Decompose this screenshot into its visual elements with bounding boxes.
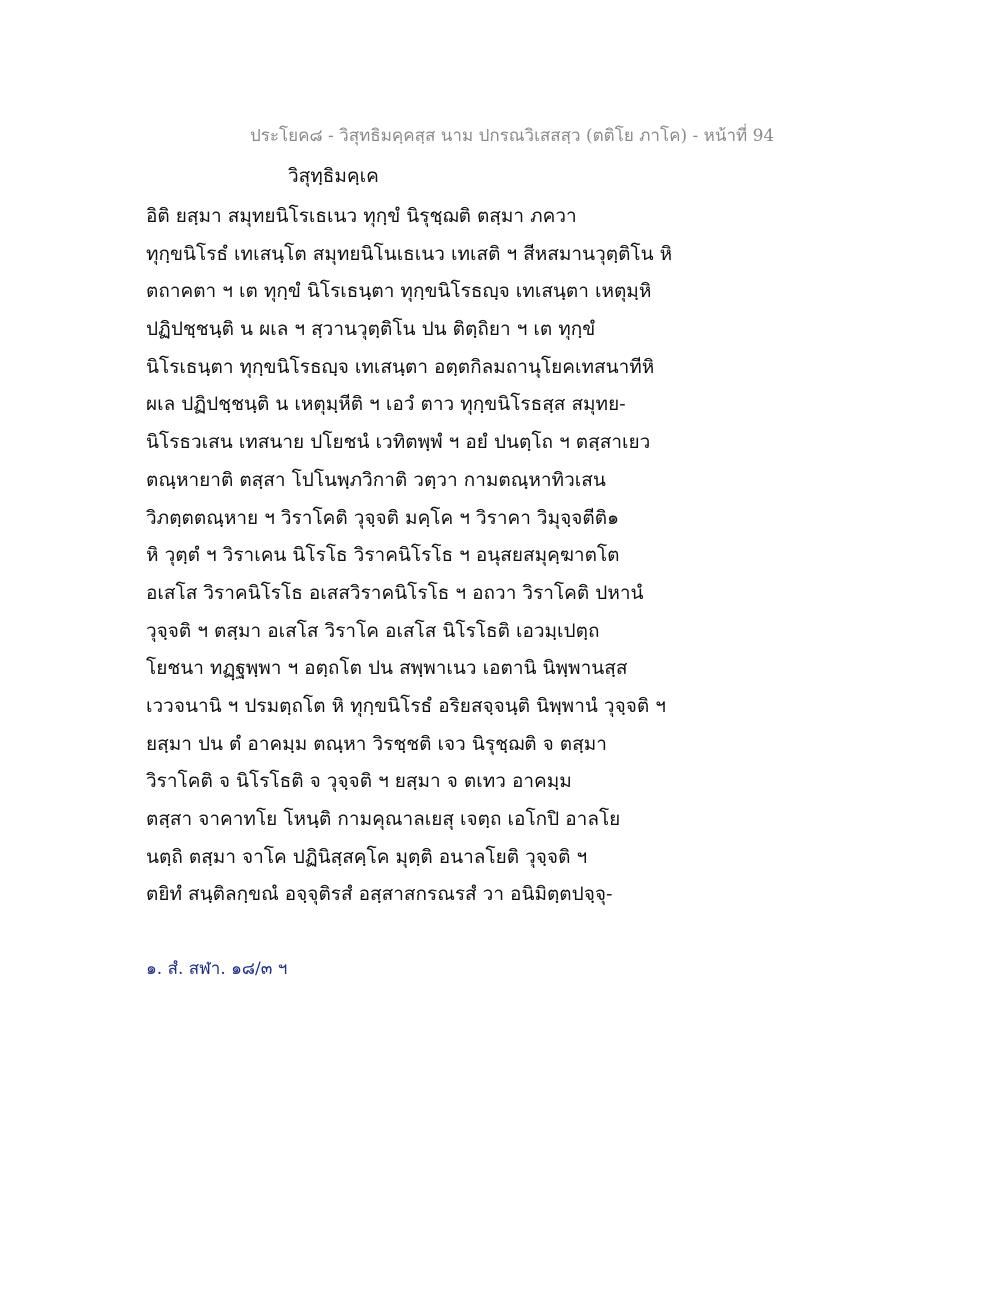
body-line: วุจฺจติ ฯ ตสฺมา อเสโส วิราโค อเสโส นิโรโธติ เอวมฺเปตฺถ	[146, 619, 600, 642]
body-line: อเสโส วิราคนิโรโธ อเสสวิราคนิโรโธ ฯ อถวา วิราโคติ ปหานํ	[146, 581, 644, 604]
body-line: ยสฺมา ปน ตํ อาคมฺม ตณฺหา วิรชฺชติ เจว นิรุชฺฌติ จ ตสฺมา	[146, 732, 607, 755]
body-line: ตถาคตา ฯ เต ทุกฺขํ นิโรเธนฺตา ทุกฺขนิโรธญฺจ เทเสนฺตา เหตุมฺหิ	[146, 280, 652, 303]
body-line: ทุกฺขนิโรธํ เทเสนฺโต สมุทยนิโนเธเนว เทเสติ ฯ สีหสมานวุตฺติโน หิ	[146, 242, 673, 265]
body-line: ผเล ปฏิปชฺชนฺติ น เหตุมฺหีติ ฯ เอวํ ตาว ทุกฺขนิโรธสฺส สมุทย-	[146, 393, 626, 416]
body-line: วิราโคติ จ นิโรโธติ จ วุจฺจติ ฯ ยสฺมา จ ตเทว อาคมฺม	[146, 770, 572, 793]
running-header: ประโยค๘ - วิสุทธิมคฺคสฺส นาม ปกรณวิเสสสฺว (ตติโย ภาโค) - หน้าที่ 94	[250, 126, 775, 146]
body-line: หิ วุตฺตํ ฯ วิราเคน นิโรโธ วิราคนิโรโธ ฯ อนุสยสมุคฺฆาตโต	[146, 544, 620, 567]
footnote: ๑. สํ. สฬา. ๑๘/๓ ฯ	[146, 959, 288, 979]
body-line: โยชนา ทฏฺฐพฺพา ฯ อตฺถโต ปน สพฺพาเนว เอตานิ นิพฺพานสฺส	[146, 657, 628, 680]
body-line: อิติ ยสฺมา สมุทยนิโรเธเนว ทุกฺขํ นิรุชฺฌติ ตสฺมา ภควา	[146, 205, 577, 227]
body-line: ตยิทํ สนฺติลกฺขณํ อจฺจุติรสํ อสฺสาสกรณรสํ วา อนิมิตฺตปจฺจุ-	[146, 883, 613, 906]
body-line: ตณฺหายาติ ตสฺสา โปโนพฺภวิกาติ วตฺวา กามตณฺหาทิวเสน	[146, 468, 606, 491]
body-line: นิโรธวเสน เทสนาย ปโยชนํ เวทิตพฺพํ ฯ อยํ ปนตฺโถ ฯ ตสฺสาเยว	[146, 431, 651, 454]
body-line: นตฺถิ ตสฺมา จาโค ปฏินิสฺสคฺโค มุตฺติ อนาลโยติ วุจฺจติ ฯ	[146, 845, 588, 868]
body-line: ตสฺสา จาคาทโย โหนฺติ กามคุณาลเยสุ เจตฺถ เอโกปิ อาลโย	[146, 808, 621, 830]
body-line: ปฏิปชฺชนฺติ น ผเล ฯ สฺวานวุตฺติโน ปน ติตฺถิยา ฯ เต ทุกฺขํ	[146, 318, 596, 341]
body-line: เววจนานิ ฯ ปรมตฺถโต หิ ทุกฺขนิโรธํ อริยสจฺจนฺติ นิพฺพานํ วุจฺจติ ฯ	[146, 694, 666, 717]
body-line: วิภตฺตตณฺหาย ฯ วิราโคติ วุจฺจติ มคฺโค ฯ วิราคา วิมุจฺจตีติ๑	[146, 506, 620, 529]
section-title: วิสุทฺธิมคฺเค	[288, 165, 379, 187]
body-text	[146, 198, 706, 914]
body-line: นิโรเธนฺตา ทุกฺขนิโรธญฺจ เทเสนฺตา อตฺตกิลมถานุโยคเทสนาทีหิ	[146, 355, 655, 378]
